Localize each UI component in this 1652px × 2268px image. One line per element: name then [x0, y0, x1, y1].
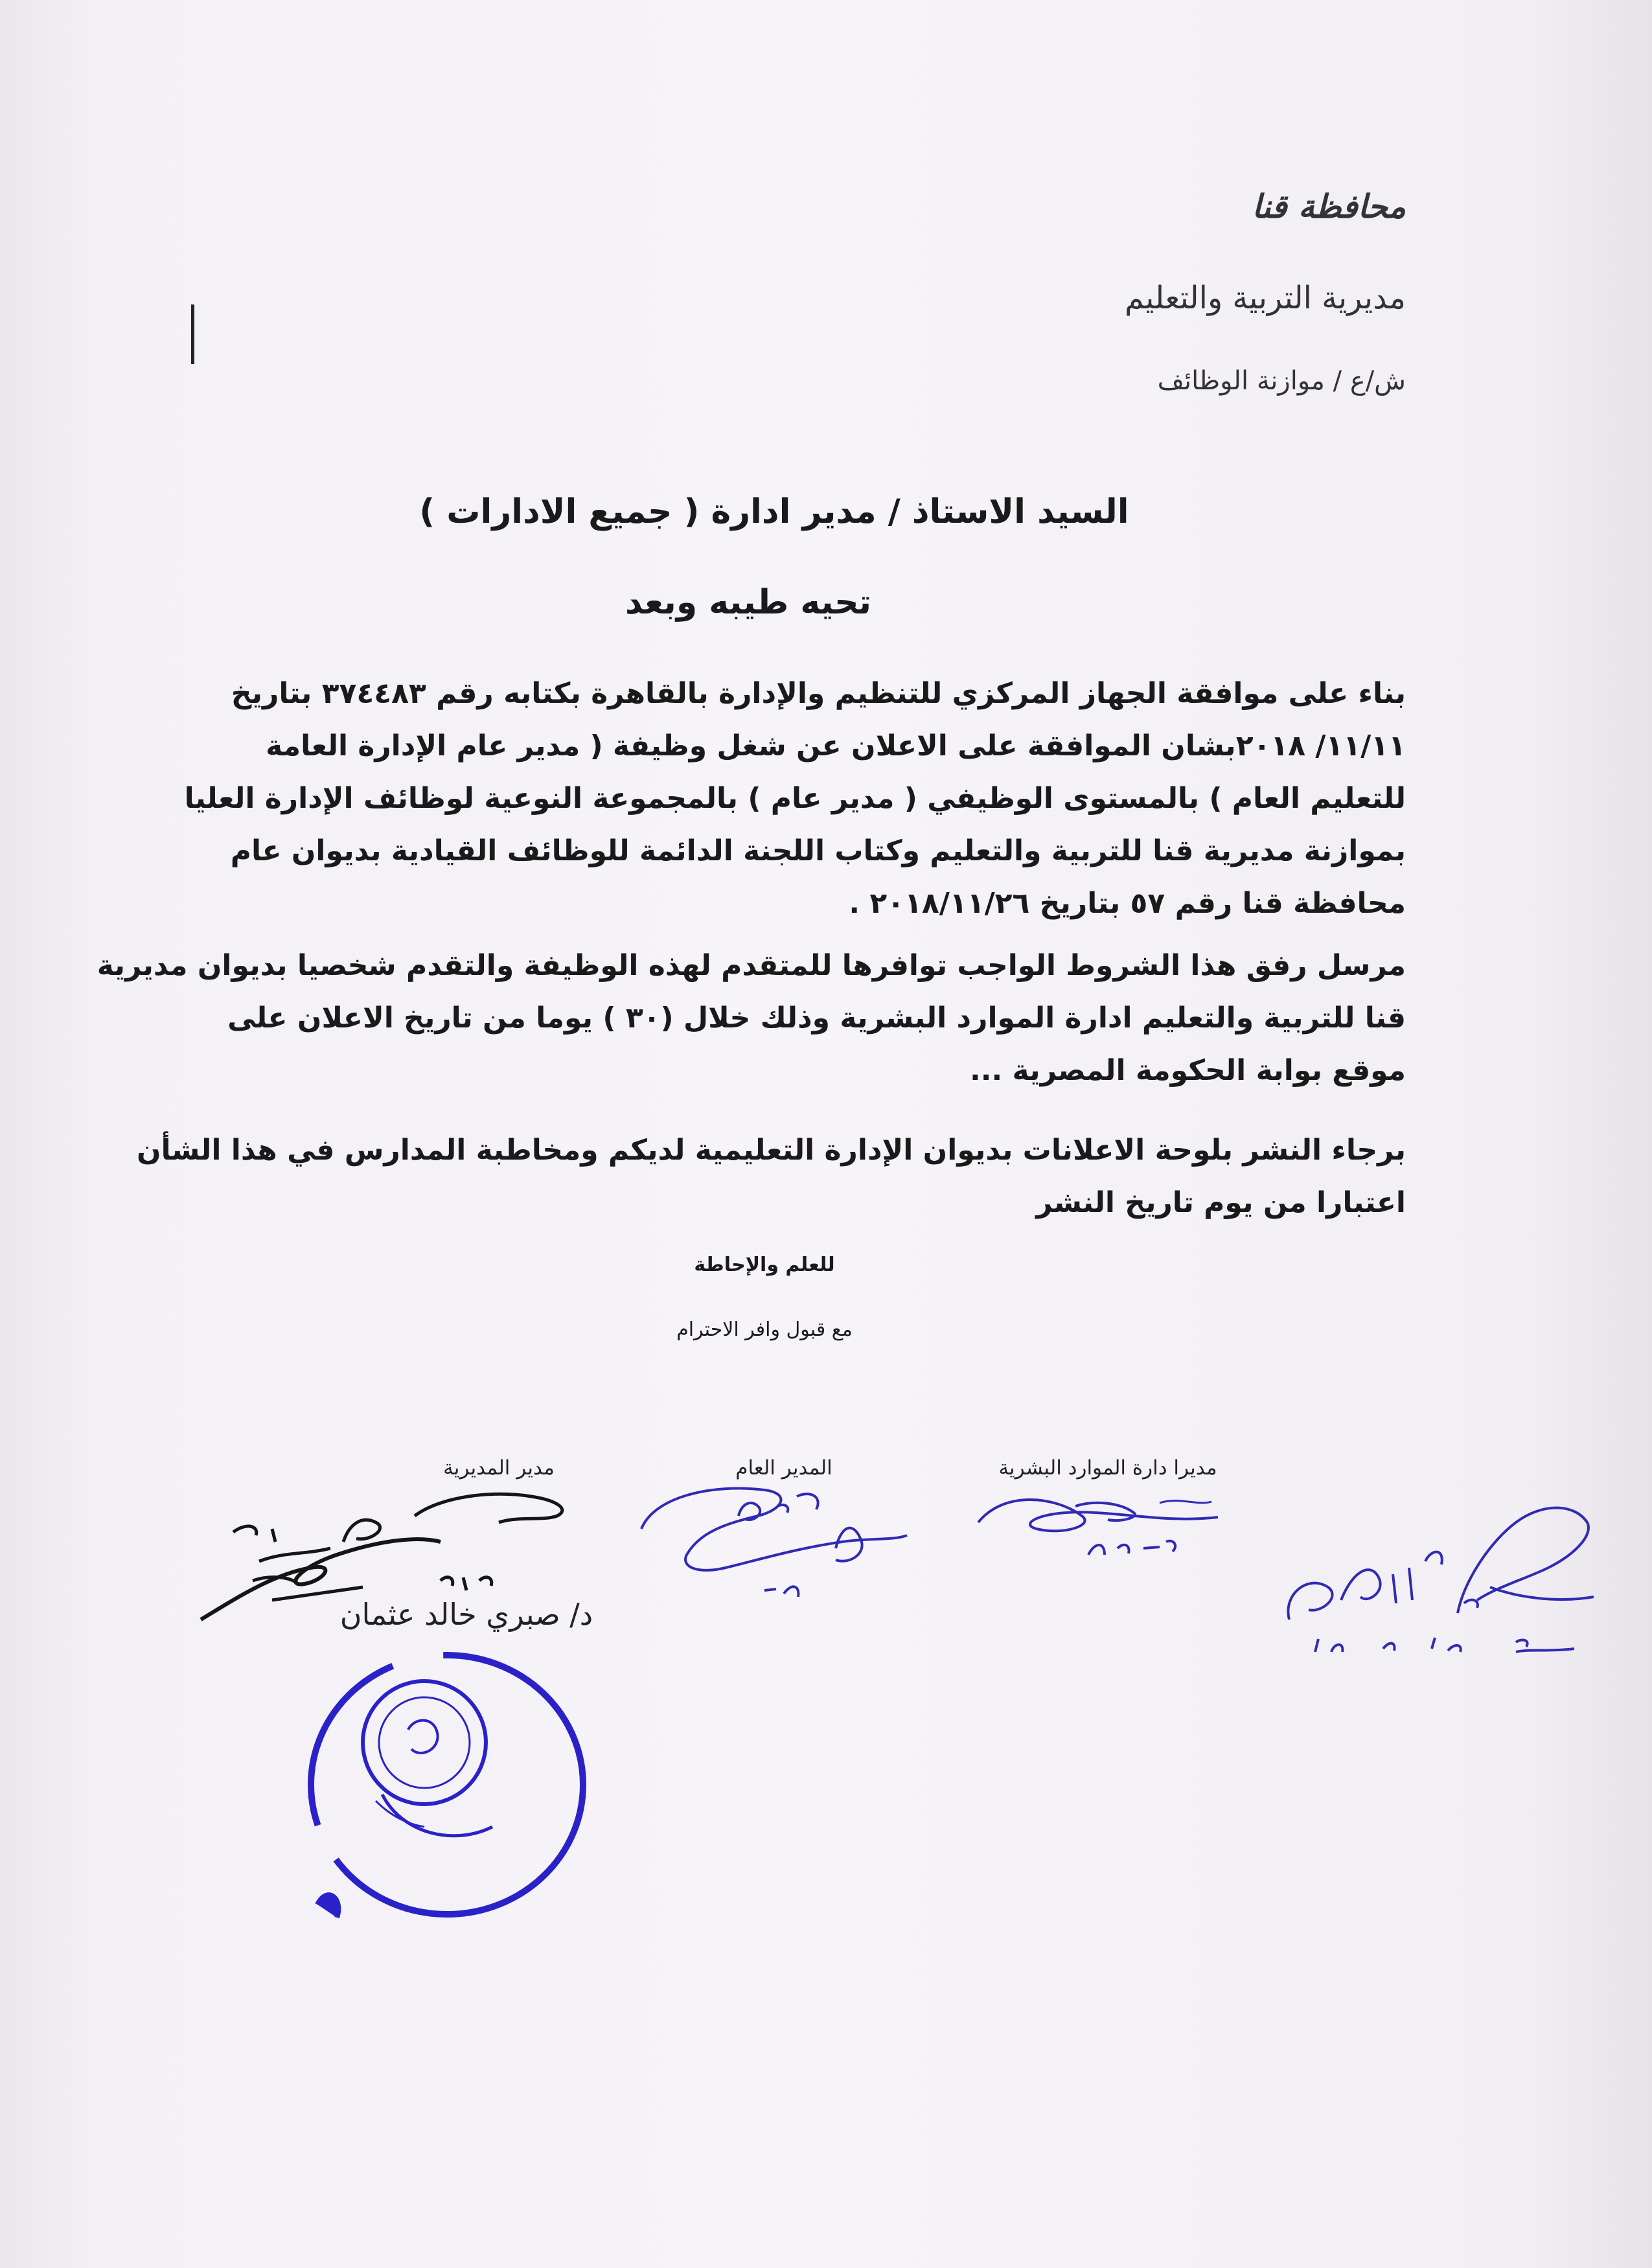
body-paragraph-3 — [136, 1124, 1406, 1229]
directorate-header: مديرية التربية والتعليم — [1125, 280, 1406, 316]
body-line: محافظة قنا رقم ٥٧ بتاريخ ٢٠١٨/١١/٢٦ . — [849, 887, 1406, 920]
directorate-director-title: مدير المديرية — [443, 1456, 555, 1480]
body-line: برجاء النشر بلوحة الاعلانات بديوان الإدارة التعليمية لديكم ومخاطبة المدارس في هذا الشأن — [136, 1134, 1406, 1167]
hr-director-title: مديرا دارة الموارد البشرية — [998, 1456, 1217, 1480]
general-director-signature — [628, 1471, 913, 1620]
directorate-director-name: د/ صبري خالد عثمان — [339, 1597, 593, 1632]
hr-director-signature — [965, 1477, 1237, 1587]
body-line: موقع بوابة الحكومة المصرية ... — [970, 1054, 1406, 1087]
governorate-header: محافظة قنا — [1252, 188, 1406, 225]
body-line: بموازنة مديرية قنا للتربية والتعليم وكتاب اللجنة الدائمة للوظائف القيادية بديوان عام — [230, 834, 1406, 867]
margin-pen-mark — [191, 304, 194, 364]
body-line: اعتبارا من يوم تاريخ النشر — [1036, 1186, 1406, 1219]
body-paragraph-2 — [97, 939, 1406, 1097]
body-line: بناء على موافقة الجهاز المركزي للتنظيم والإدارة بالقاهرة بكتابه رقم ٣٧٤٤٨٣ بتاريخ — [231, 677, 1406, 710]
general-director-title: المدير العام — [735, 1456, 832, 1480]
body-line: ١١/١١/ ٢٠١٨بشان الموافقة على الاعلان عن شغل وظيفة ( مدير عام الإدارة العامة — [266, 729, 1406, 762]
body-line: للتعليم العام ) بالمستوى الوظيفي ( مدير عام ) بالمجموعة النوعية لوظائف الإدارة العليا — [184, 782, 1406, 815]
body-line: قنا للتربية والتعليم ادارة الموارد البشرية وذلك خلال (٣٠ ) يوما من تاريخ الاعلان على — [227, 1002, 1406, 1035]
body-line: مرسل رفق هذا الشروط الواجب توافرها للمتقدم لهذه الوظيفة والتقدم شخصيا بديوان مديرية — [97, 949, 1406, 982]
addressee-line: السيد الاستاذ / مدير ادارة ( جميع الادارات ) — [419, 492, 1129, 531]
official-stamp — [292, 1639, 602, 1937]
greeting-line: تحيه طيبه وبعد — [625, 583, 872, 622]
closing-regards: مع قبول وافر الاحترام — [676, 1318, 853, 1341]
department-reference: ش/ع / موازنة الوظائف — [1157, 366, 1406, 396]
body-paragraph-1 — [184, 667, 1406, 930]
closing-acknowledgement: للعلم والإحاطة — [694, 1254, 835, 1276]
handwritten-approval-annotation — [1270, 1490, 1620, 1678]
